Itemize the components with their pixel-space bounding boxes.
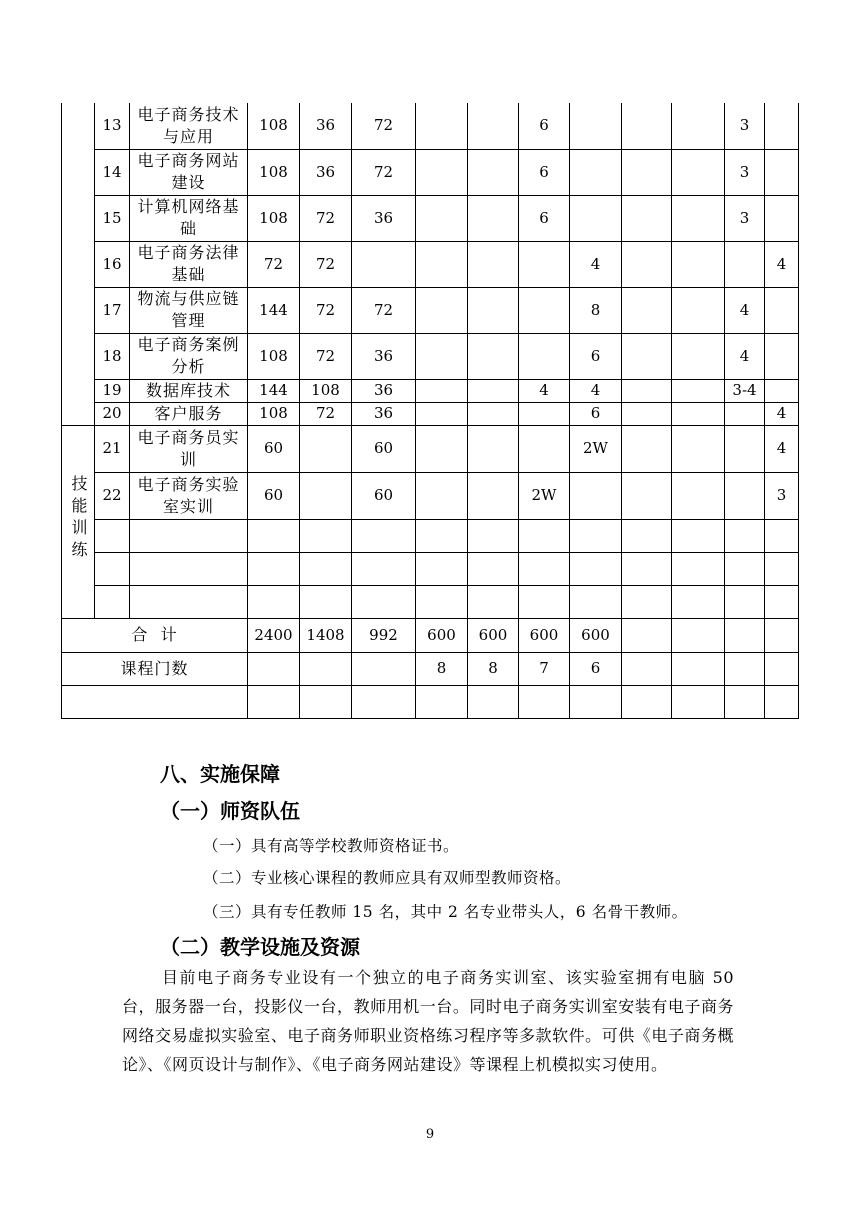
hours-cell: 36 bbox=[352, 195, 416, 241]
course-number-cell: 14 bbox=[95, 149, 130, 195]
empty-cell bbox=[570, 585, 622, 618]
empty-cell bbox=[248, 552, 300, 585]
empty-cell bbox=[416, 552, 468, 585]
course-name-cell: 电子商务法律基础 bbox=[130, 241, 248, 287]
course-count-row-label: 课程门数 bbox=[62, 652, 248, 685]
hours-cell bbox=[672, 472, 725, 519]
hours-cell: 600 bbox=[416, 618, 468, 652]
course-number-cell: 15 bbox=[95, 195, 130, 241]
hours-cell bbox=[622, 652, 672, 685]
empty-cell bbox=[725, 552, 765, 585]
hours-cell bbox=[519, 402, 570, 425]
course-name-cell: 计算机网络基础 bbox=[130, 195, 248, 241]
course-number-cell: 19 bbox=[95, 379, 130, 402]
course-name-cell: 电子商务员实训 bbox=[130, 425, 248, 472]
hours-cell bbox=[300, 472, 352, 519]
hours-cell bbox=[672, 103, 725, 149]
hours-cell bbox=[725, 472, 765, 519]
hours-cell: 2W bbox=[570, 425, 622, 472]
hours-cell bbox=[672, 652, 725, 685]
hours-cell: 7 bbox=[519, 652, 570, 685]
hours-cell: 72 bbox=[352, 287, 416, 333]
table-row-empty bbox=[62, 519, 799, 552]
empty-cell bbox=[130, 519, 248, 552]
empty-cell bbox=[130, 552, 248, 585]
hours-cell: 108 bbox=[300, 379, 352, 402]
course-number-cell: 17 bbox=[95, 287, 130, 333]
hours-cell bbox=[622, 149, 672, 195]
hours-cell bbox=[765, 287, 799, 333]
course-number-cell: 20 bbox=[95, 402, 130, 425]
hours-cell: 6 bbox=[519, 149, 570, 195]
hours-cell bbox=[622, 287, 672, 333]
hours-cell bbox=[622, 618, 672, 652]
hours-cell: 108 bbox=[248, 195, 300, 241]
course-name-cell: 电子商务案例分析 bbox=[130, 333, 248, 379]
empty-cell bbox=[248, 519, 300, 552]
hours-cell: 108 bbox=[248, 402, 300, 425]
hours-cell bbox=[352, 652, 416, 685]
hours-cell: 4 bbox=[765, 241, 799, 287]
table-row bbox=[62, 241, 799, 287]
hours-cell bbox=[570, 103, 622, 149]
hours-cell: 60 bbox=[352, 472, 416, 519]
hours-cell bbox=[672, 425, 725, 472]
empty-cell bbox=[352, 585, 416, 618]
empty-cell bbox=[765, 519, 799, 552]
hours-cell bbox=[248, 652, 300, 685]
empty-cell bbox=[622, 552, 672, 585]
table-row bbox=[62, 103, 799, 149]
empty-cell bbox=[416, 585, 468, 618]
hours-cell: 8 bbox=[570, 287, 622, 333]
empty-cell bbox=[622, 685, 672, 718]
hours-cell bbox=[622, 379, 672, 402]
hours-cell bbox=[416, 402, 468, 425]
course-name-cell: 电子商务实验室实训 bbox=[130, 472, 248, 519]
hours-cell bbox=[765, 618, 799, 652]
hours-cell: 72 bbox=[352, 149, 416, 195]
hours-cell: 36 bbox=[300, 103, 352, 149]
empty-cell bbox=[352, 519, 416, 552]
empty-cell bbox=[95, 552, 130, 585]
hours-cell bbox=[519, 287, 570, 333]
course-number-cell: 13 bbox=[95, 103, 130, 149]
empty-cell bbox=[248, 585, 300, 618]
hours-cell: 36 bbox=[352, 402, 416, 425]
hours-cell: 72 bbox=[352, 103, 416, 149]
hours-cell: 8 bbox=[416, 652, 468, 685]
hours-cell bbox=[765, 333, 799, 379]
hours-cell bbox=[672, 149, 725, 195]
hours-cell bbox=[300, 652, 352, 685]
hours-cell: 2400 bbox=[248, 618, 300, 652]
hours-cell: 8 bbox=[468, 652, 519, 685]
hours-cell bbox=[416, 195, 468, 241]
hours-cell bbox=[725, 425, 765, 472]
page-number: 9 bbox=[425, 1127, 435, 1142]
empty-cell bbox=[416, 519, 468, 552]
hours-cell bbox=[519, 425, 570, 472]
hours-cell bbox=[672, 287, 725, 333]
hours-cell bbox=[622, 241, 672, 287]
empty-cell bbox=[672, 552, 725, 585]
empty-cell bbox=[765, 585, 799, 618]
hours-cell: 36 bbox=[352, 379, 416, 402]
hours-cell: 6 bbox=[570, 333, 622, 379]
course-number-cell: 18 bbox=[95, 333, 130, 379]
empty-cell bbox=[725, 585, 765, 618]
course-count-row bbox=[62, 652, 799, 685]
course-plan-table bbox=[61, 103, 799, 719]
course-number-cell: 21 bbox=[95, 425, 130, 472]
hours-cell: 600 bbox=[570, 618, 622, 652]
hours-cell: 4 bbox=[765, 425, 799, 472]
hours-cell: 72 bbox=[300, 241, 352, 287]
faculty-item-3: （三）具有专任教师 15 名，其中 2 名专业带头人，6 名骨干教师。 bbox=[203, 903, 688, 921]
course-number-cell: 16 bbox=[95, 241, 130, 287]
table-row-empty bbox=[62, 552, 799, 585]
hours-cell: 6 bbox=[570, 402, 622, 425]
hours-cell: 6 bbox=[570, 652, 622, 685]
hours-cell bbox=[765, 379, 799, 402]
empty-cell bbox=[468, 685, 519, 718]
hours-cell bbox=[725, 241, 765, 287]
empty-cell bbox=[300, 685, 352, 718]
hours-cell bbox=[416, 149, 468, 195]
course-name-cell: 数据库技术 bbox=[130, 379, 248, 402]
category-cell-continued bbox=[62, 103, 95, 425]
empty-cell bbox=[570, 519, 622, 552]
hours-cell: 3 bbox=[765, 472, 799, 519]
hours-cell bbox=[468, 333, 519, 379]
hours-cell: 60 bbox=[352, 425, 416, 472]
empty-cell bbox=[468, 519, 519, 552]
hours-cell: 600 bbox=[519, 618, 570, 652]
hours-cell bbox=[468, 241, 519, 287]
empty-cell bbox=[95, 519, 130, 552]
empty-cell bbox=[352, 552, 416, 585]
empty-cell bbox=[352, 685, 416, 718]
total-row-label: 合 计 bbox=[62, 618, 248, 652]
hours-cell bbox=[622, 402, 672, 425]
hours-cell: 4 bbox=[570, 379, 622, 402]
hours-cell bbox=[468, 402, 519, 425]
hours-cell: 4 bbox=[519, 379, 570, 402]
hours-cell: 72 bbox=[300, 333, 352, 379]
hours-cell: 2W bbox=[519, 472, 570, 519]
empty-cell bbox=[622, 585, 672, 618]
empty-cell bbox=[765, 552, 799, 585]
empty-cell bbox=[765, 685, 799, 718]
category-cell-skills bbox=[62, 425, 95, 618]
section-heading: 八、实施保障 bbox=[160, 762, 280, 786]
empty-cell bbox=[468, 552, 519, 585]
hours-cell: 992 bbox=[352, 618, 416, 652]
empty-cell bbox=[300, 519, 352, 552]
course-name-cell: 客户服务 bbox=[130, 402, 248, 425]
table-row-empty bbox=[62, 685, 799, 718]
hours-cell bbox=[672, 195, 725, 241]
hours-cell bbox=[622, 333, 672, 379]
course-name-cell: 电子商务技术与应用 bbox=[130, 103, 248, 149]
hours-cell: 108 bbox=[248, 333, 300, 379]
hours-cell: 36 bbox=[352, 333, 416, 379]
empty-cell bbox=[130, 585, 248, 618]
empty-cell bbox=[570, 685, 622, 718]
empty-cell bbox=[672, 685, 725, 718]
hours-cell bbox=[672, 333, 725, 379]
hours-cell: 72 bbox=[300, 402, 352, 425]
hours-cell: 60 bbox=[248, 472, 300, 519]
hours-cell: 72 bbox=[300, 287, 352, 333]
hours-cell bbox=[468, 379, 519, 402]
hours-cell bbox=[622, 195, 672, 241]
subsection-heading-facilities: （二）教学设施及资源 bbox=[160, 935, 360, 959]
empty-cell bbox=[468, 585, 519, 618]
hours-cell bbox=[622, 472, 672, 519]
hours-cell bbox=[519, 333, 570, 379]
hours-cell bbox=[672, 241, 725, 287]
table-row bbox=[62, 149, 799, 195]
hours-cell: 3-4 bbox=[725, 379, 765, 402]
hours-cell bbox=[416, 103, 468, 149]
empty-cell bbox=[95, 585, 130, 618]
empty-cell bbox=[248, 685, 300, 718]
hours-cell: 6 bbox=[519, 103, 570, 149]
hours-cell bbox=[468, 195, 519, 241]
hours-cell: 108 bbox=[248, 149, 300, 195]
facilities-paragraph: 目前电子商务专业设有一个独立的电子商务实训室、该实验室拥有电脑 50 台，服务器一台，投影仪一台，教师用机一台。同时电子商务实训室安装有电子商务网络交易虚拟实验室、电子商务师职业资格练习程序等多款软件。可供《电子商务概论》、《网页设计与制作》、《电子商务网站建设》等课程上机模拟实习使用。 bbox=[122, 968, 734, 1074]
table-row-empty bbox=[62, 585, 799, 618]
hours-cell: 4 bbox=[570, 241, 622, 287]
hours-cell bbox=[416, 241, 468, 287]
hours-cell bbox=[300, 425, 352, 472]
hours-cell bbox=[519, 241, 570, 287]
hours-cell: 144 bbox=[248, 379, 300, 402]
empty-cell bbox=[416, 685, 468, 718]
hours-cell bbox=[672, 379, 725, 402]
hours-cell bbox=[352, 241, 416, 287]
table-row bbox=[62, 287, 799, 333]
hours-cell bbox=[672, 402, 725, 425]
empty-cell bbox=[519, 685, 570, 718]
hours-cell bbox=[765, 149, 799, 195]
hours-cell bbox=[622, 425, 672, 472]
hours-cell: 4 bbox=[725, 287, 765, 333]
empty-cell bbox=[519, 585, 570, 618]
hours-cell bbox=[570, 195, 622, 241]
hours-cell: 1408 bbox=[300, 618, 352, 652]
hours-cell bbox=[468, 287, 519, 333]
empty-cell bbox=[300, 552, 352, 585]
empty-cell bbox=[672, 519, 725, 552]
faculty-item-2: （二）专业核心课程的教师应具有双师型教师资格。 bbox=[203, 869, 572, 887]
hours-cell bbox=[570, 149, 622, 195]
hours-cell bbox=[765, 103, 799, 149]
hours-cell: 72 bbox=[248, 241, 300, 287]
hours-cell bbox=[468, 472, 519, 519]
subsection-heading-faculty: （一）师资队伍 bbox=[160, 799, 300, 823]
hours-cell bbox=[725, 402, 765, 425]
hours-cell bbox=[468, 149, 519, 195]
hours-cell: 108 bbox=[248, 103, 300, 149]
hours-cell: 3 bbox=[725, 103, 765, 149]
hours-cell bbox=[622, 103, 672, 149]
hours-cell bbox=[570, 472, 622, 519]
hours-cell bbox=[765, 195, 799, 241]
hours-cell: 36 bbox=[300, 149, 352, 195]
hours-cell bbox=[416, 425, 468, 472]
hours-cell bbox=[416, 287, 468, 333]
hours-cell bbox=[765, 652, 799, 685]
hours-cell: 60 bbox=[248, 425, 300, 472]
table-row bbox=[62, 333, 799, 379]
hours-cell bbox=[468, 425, 519, 472]
hours-cell: 4 bbox=[725, 333, 765, 379]
hours-cell: 4 bbox=[765, 402, 799, 425]
category-label: 技能训练 bbox=[69, 474, 88, 563]
empty-cell bbox=[300, 585, 352, 618]
total-row bbox=[62, 618, 799, 652]
course-name-cell: 电子商务网站建设 bbox=[130, 149, 248, 195]
hours-cell: 600 bbox=[468, 618, 519, 652]
hours-cell bbox=[672, 618, 725, 652]
hours-cell bbox=[468, 103, 519, 149]
course-name-cell: 物流与供应链管理 bbox=[130, 287, 248, 333]
table-row bbox=[62, 472, 799, 519]
course-number-cell: 22 bbox=[95, 472, 130, 519]
empty-cell bbox=[62, 685, 248, 718]
empty-cell bbox=[725, 519, 765, 552]
hours-cell: 144 bbox=[248, 287, 300, 333]
hours-cell: 6 bbox=[519, 195, 570, 241]
table-row bbox=[62, 379, 799, 402]
hours-cell bbox=[416, 472, 468, 519]
empty-cell bbox=[570, 552, 622, 585]
empty-cell bbox=[725, 685, 765, 718]
hours-cell bbox=[725, 652, 765, 685]
empty-cell bbox=[672, 585, 725, 618]
faculty-item-1: （一）具有高等学校教师资格证书。 bbox=[203, 837, 460, 855]
empty-cell bbox=[622, 519, 672, 552]
hours-cell: 72 bbox=[300, 195, 352, 241]
table-row bbox=[62, 402, 799, 425]
hours-cell bbox=[416, 379, 468, 402]
hours-cell bbox=[725, 618, 765, 652]
hours-cell: 3 bbox=[725, 149, 765, 195]
empty-cell bbox=[519, 552, 570, 585]
hours-cell bbox=[416, 333, 468, 379]
table-row bbox=[62, 195, 799, 241]
empty-cell bbox=[519, 519, 570, 552]
hours-cell: 3 bbox=[725, 195, 765, 241]
table-row bbox=[62, 425, 799, 472]
